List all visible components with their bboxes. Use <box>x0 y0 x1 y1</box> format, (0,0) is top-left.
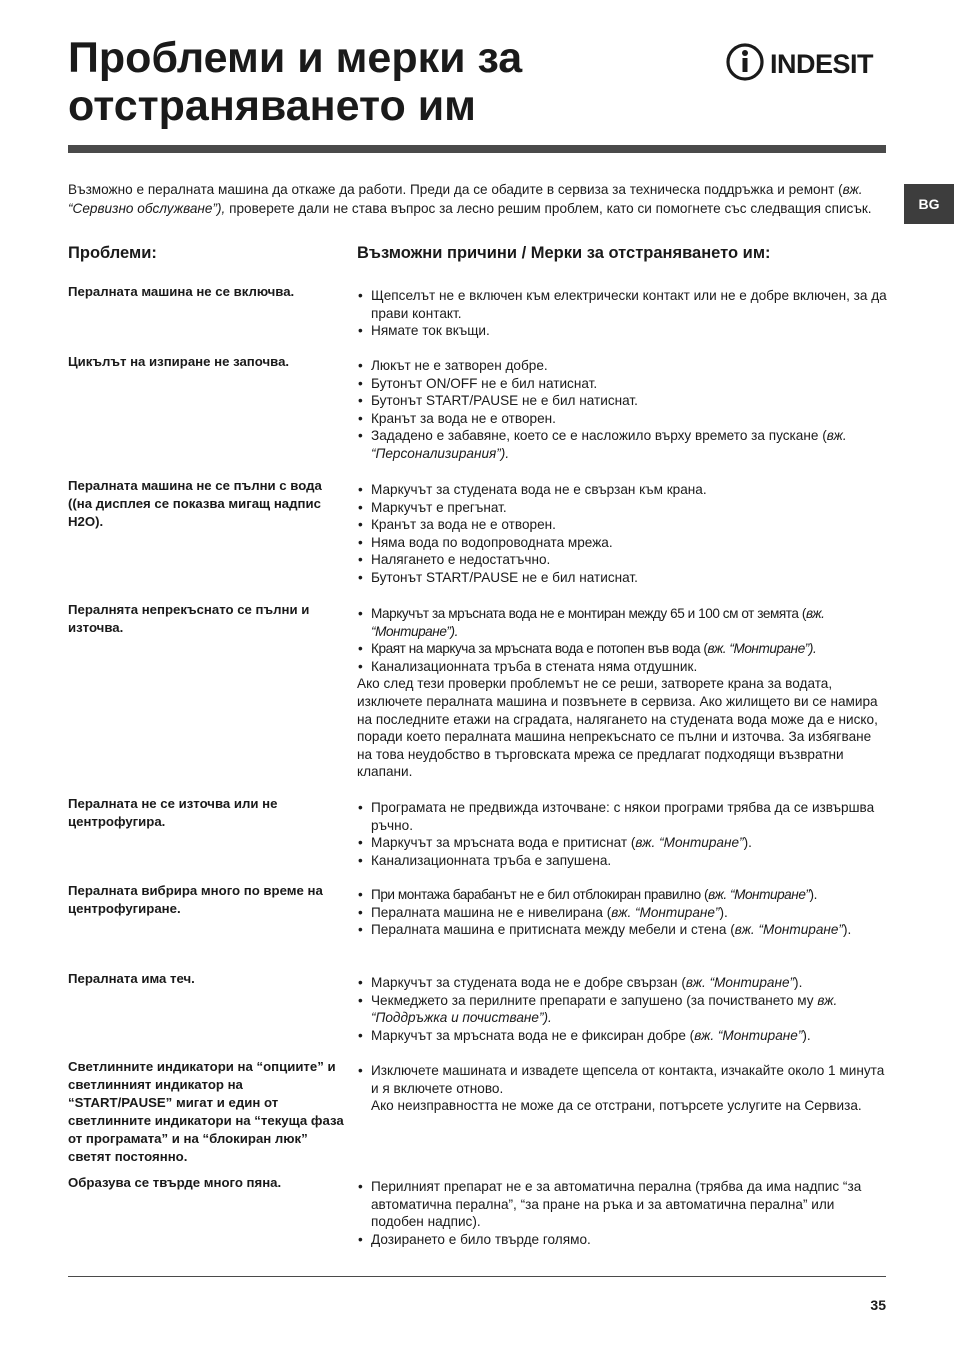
problem-label: Пералната има теч. <box>68 971 195 986</box>
solution-note: Ако след тези проверки проблемът не се реши, затворете крана за водата, изключете пералната машина и позвънете в сервиза. Ако жилището ви се намира на последните етажи на сградата, налягането на студената вода може да е ниско, поради което пералната машина непрекъснато се пълни и източва. За избягване на това неудобство в търговската мрежа се предлагат подходящи възвратни клапани. <box>357 676 878 780</box>
list-item: • Канализационната тръба е запушена. <box>357 852 887 870</box>
list-item: • Дозирането е било твърде голямо. <box>357 1231 887 1249</box>
list-item: • Маркучът за студената вода не е свързан към крана. <box>357 481 887 499</box>
list-item: • Зададено е забавяне, което се е насложило върху времето за пускане (вж. “Персонализирания”). <box>357 427 887 462</box>
problem-label: Пералната машина не се пълни с вода ((на дисплея се показва мигащ надпис H2O). <box>68 478 322 529</box>
problems-heading: Проблеми: <box>68 244 157 262</box>
solution-list <box>357 1178 887 1248</box>
problem-label: Пералната машина не се включва. <box>68 284 295 299</box>
list-item: • Бутонът START/PAUSE не е бил натиснат. <box>357 569 887 587</box>
problem-label: Образува се твърде много пяна. <box>68 1175 282 1190</box>
solution-list <box>357 481 887 587</box>
causes-heading: Възможни причини / Мерки за отстраняването им: <box>357 244 771 262</box>
list-item: • Перилният препарат не е за автоматична перална (трябва да има надпис “за автоматична перална”, “за пране на ръка и за автоматична перална” или подобен надпис). <box>357 1178 887 1231</box>
list-item: • Краят на маркуча за мръсната вода е потопен във вода (вж. “Монтиране”). <box>357 640 887 658</box>
solution-list <box>357 974 887 1044</box>
list-item: • Нямате ток вкъщи. <box>357 322 887 340</box>
list-item: • Пералната машина не е нивелирана (вж. “Монтиране”). <box>357 904 887 922</box>
indesit-logo <box>726 40 888 84</box>
list-item: • Щепселът не е включен към електрически контакт или не е добре включен, за да прави контакт. <box>357 287 887 322</box>
problem-label: Пералната вибрира много по време на центрофугиране. <box>68 883 323 916</box>
list-item: • Кранът за вода не е отворен. <box>357 516 887 534</box>
list-item: • При монтажа барабанът не е бил отблокиран правилно (вж. “Монтиране”). <box>357 886 887 904</box>
list-item: • Маркучът за студената вода не е добре свързан (вж. “Монтиране”). <box>357 974 887 992</box>
list-item: • Чекмеджето за перилните препарати е запушено (за почистването му вж. “Поддръжка и почистване”). <box>357 992 887 1027</box>
problem-label: Светлинните индикатори на “опциите” и светлинният индикатор на “START/PAUSE” мигат и един от светлинните индикатори на “текуща фаза от програмата” и на “блокиран люк” светят постоянно. <box>68 1059 344 1164</box>
list-item: • Изключете машината и извадете щепсела от контакта, изчакайте около 1 минута и я включете отново. <box>357 1062 887 1097</box>
intro-text: Възможно е пералната машина да откаже да работи. Преди да се обадите в сервиза за техническа поддръжка и ремонт ( <box>68 182 843 197</box>
list-item: • Маркучът е прегънат. <box>357 499 887 517</box>
page-title: Проблеми и мерки за отстраняването им <box>68 34 523 130</box>
problem-label: Пералнята непрекъснато се пълни и източва. <box>68 602 310 635</box>
solution-note: Ако неизправността не може да се отстрани, потърсете услугите на Сервиза. <box>371 1098 862 1114</box>
list-item: • Кранът за вода не е отворен. <box>357 410 887 428</box>
solution-list <box>357 886 887 939</box>
list-item: • Маркучът за мръсната вода не е фиксиран добре (вж. “Монтиране”). <box>357 1027 887 1045</box>
solution-list <box>357 1062 887 1115</box>
intro-paragraph <box>68 180 888 218</box>
list-item: • Програмата не предвижда източване: с някои програми трябва да се извършва ръчно. <box>357 799 887 834</box>
list-item: • Няма вода по водопроводната мрежа. <box>357 534 887 552</box>
problem-label: Пералната не се източва или не центрофугира. <box>68 796 278 829</box>
list-item: • Налягането е недостатъчно. <box>357 551 887 569</box>
intro-text-end: проверете дали не става въпрос за лесно решим проблем, като си помогнете със следващия списък. <box>225 201 872 216</box>
list-item: • Маркучът за мръсната вода е притиснат (вж. “Монтиране”). <box>357 834 887 852</box>
list-item: • Маркучът за мръсната вода не е монтиран между 65 и 100 см от земята (вж. “Монтиране”). <box>357 605 887 640</box>
intro-reference: вж. “Сервизно обслужване”), <box>68 182 863 216</box>
logo-wordmark: INDESIT <box>770 49 874 79</box>
solution-list <box>357 287 887 340</box>
header-rule <box>68 145 886 153</box>
problem-label: Цикълът на изпиране не започва. <box>68 354 290 369</box>
list-item: • Пералната машина е притисната между мебели и стена (вж. “Монтиране”). <box>357 921 887 939</box>
solution-list <box>357 799 887 869</box>
list-item: • Бутонът START/PAUSE не е бил натиснат. <box>357 392 887 410</box>
footer-rule <box>68 1276 886 1277</box>
page-number: 35 <box>870 1297 886 1313</box>
solution-list <box>357 605 887 781</box>
list-item: • Канализационната тръба в стената няма отдушник. <box>357 658 887 676</box>
list-item: • Люкът не е затворен добре. <box>357 357 887 375</box>
list-item: • Бутонът ON/OFF не е бил натиснат. <box>357 375 887 393</box>
solution-list <box>357 357 887 463</box>
language-tab: BG <box>904 184 954 224</box>
